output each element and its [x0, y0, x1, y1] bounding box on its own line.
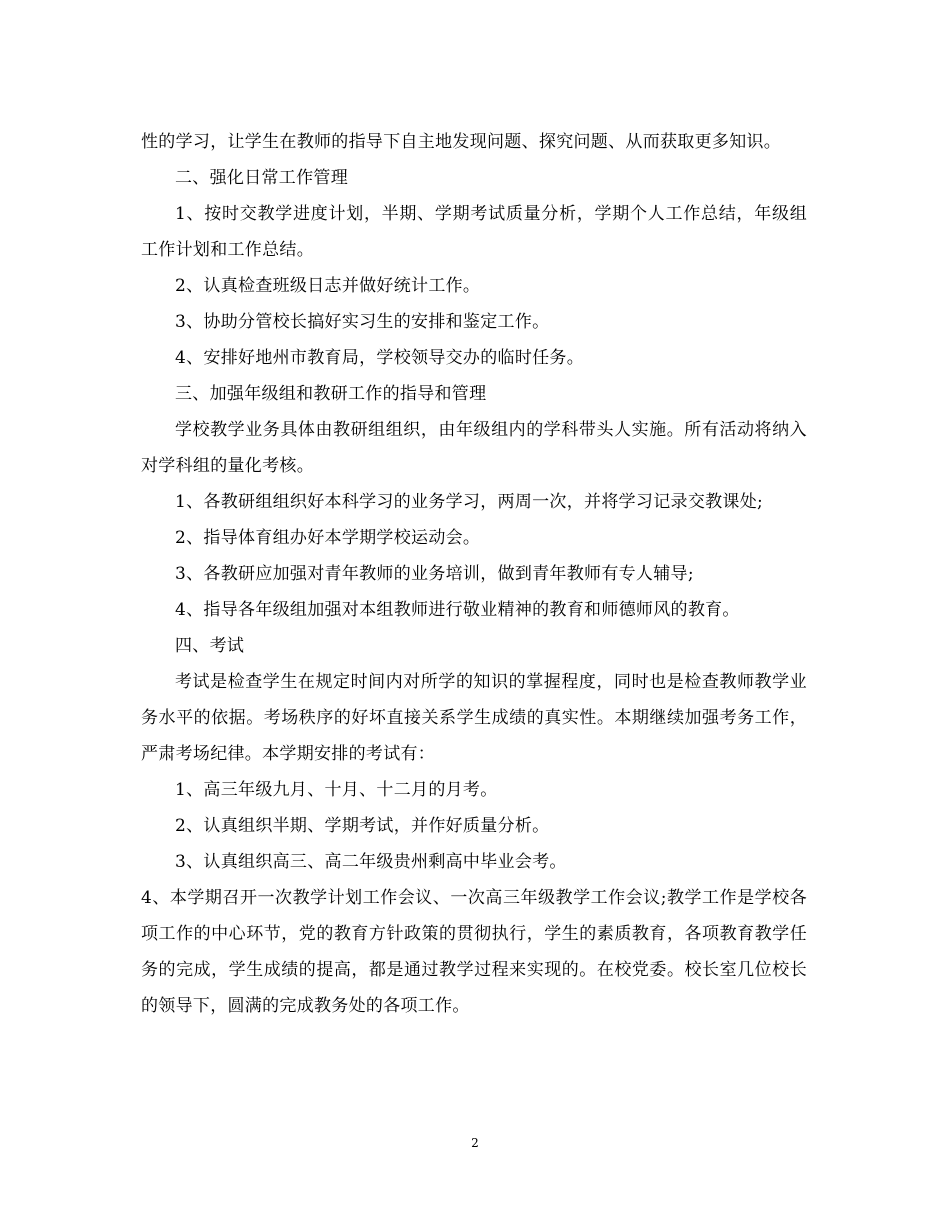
- page-number: 2: [471, 1136, 479, 1150]
- list-item: 4、指导各年级组加强对本组教师进行敬业精神的教育和师德师风的教育。: [175, 600, 740, 620]
- list-item: 1、按时交教学进度计划，半期、学期考试质量分析，学期个人工作总结，年级组工作计划和工作总结。: [141, 204, 807, 260]
- paragraph-continuation: 性的学习，让学生在教师的指导下自主地发现问题、探究问题、从而获取更多知识。: [141, 132, 782, 152]
- list-item: 3、各教研应加强对青年教师的业务培训，做到青年教师有专人辅导;: [175, 564, 694, 584]
- section-heading-2: 二、强化日常工作管理: [175, 168, 348, 188]
- paragraph: 考试是检查学生在规定时间内对所学的知识的掌握程度，同时也是检查教师教学业务水平的依据。考场秩序的好坏直接关系学生成绩的真实性。本期继续加强考务工作，严肃考场纪律。本学期安排的考试有：: [141, 672, 807, 764]
- list-item: 2、指导体育组办好本学期学校运动会。: [175, 528, 481, 548]
- section-heading-4: 四、考试: [175, 636, 245, 656]
- paragraph: 学校教学业务具体由教研组组织，由年级组内的学科带头人实施。所有活动将纳入对学科组的量化考核。: [141, 420, 807, 476]
- list-item: 4、安排好地州市教育局，学校领导交办的临时任务。: [175, 348, 585, 368]
- list-item: 4、本学期召开一次教学计划工作会议、一次高三年级教学工作会议;教学工作是学校各项工作的中心环节，党的教育方针政策的贯彻执行，学生的素质教育，各项教育教学任务的完成，学生成绩的提高，都是通过教学过程来实现的。在校党委。校长室几位校长的领导下，圆满的完成教务处的各项工作。: [141, 888, 807, 1016]
- list-item: 1、高三年级九月、十月、十二月的月考。: [175, 780, 498, 800]
- list-item: 2、认真检查班级日志并做好统计工作。: [175, 276, 481, 296]
- list-item: 1、各教研组组织好本科学习的业务学习，两周一次，并将学习记录交教课处;: [175, 492, 764, 512]
- section-heading-3: 三、加强年级组和教研工作的指导和管理: [175, 384, 487, 404]
- list-item: 3、协助分管校长搞好实习生的安排和鉴定工作。: [175, 312, 550, 332]
- document-body: [141, 124, 807, 1024]
- list-item: 2、认真组织半期、学期考试，并作好质量分析。: [175, 816, 550, 836]
- list-item: 3、认真组织高三、高二年级贵州剩高中毕业会考。: [175, 852, 567, 872]
